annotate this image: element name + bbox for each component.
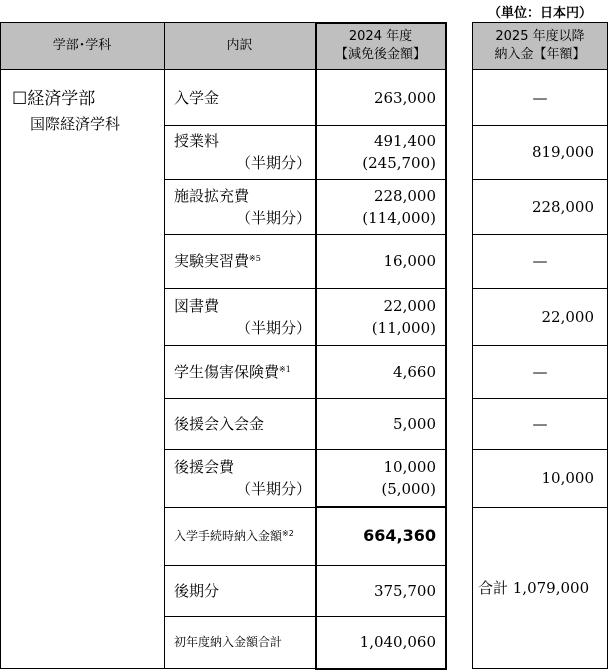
fee-2025-value: — bbox=[532, 252, 548, 270]
fee-2025-value: — bbox=[532, 414, 548, 433]
grid-line bbox=[315, 22, 447, 24]
fee-label: 授業料 bbox=[174, 132, 220, 150]
enroll-label: 入学手続時納入金額 bbox=[174, 529, 283, 543]
grid-line bbox=[472, 668, 608, 669]
fee-sub-label: （半期分） bbox=[236, 480, 312, 498]
later-value-cell bbox=[315, 565, 446, 616]
first-year-value: 1,040,060 bbox=[359, 633, 436, 651]
grid-line bbox=[472, 125, 608, 126]
first-year-label-cell bbox=[164, 616, 315, 668]
fee-2025-cell bbox=[472, 234, 608, 288]
header-faculty bbox=[0, 22, 164, 70]
grid-line bbox=[315, 22, 317, 669]
grid-line bbox=[472, 179, 608, 180]
fee-2024-cell bbox=[315, 288, 446, 345]
grid-line bbox=[472, 234, 608, 235]
fee-2025-cell bbox=[472, 70, 608, 125]
header-2024 bbox=[315, 22, 446, 70]
department-name: 国際経済学科 bbox=[30, 115, 121, 133]
fee-2024-cell bbox=[315, 70, 446, 125]
grid-line bbox=[472, 345, 608, 346]
faculty-name-text: 経済学部 bbox=[27, 89, 96, 109]
grid-line bbox=[472, 22, 473, 669]
fee-2025-cell bbox=[472, 449, 608, 507]
fee-label: 学生傷害保険費 bbox=[174, 362, 280, 381]
grid-line bbox=[164, 345, 446, 346]
fee-2024-half-value: (114,000) bbox=[362, 208, 436, 227]
grid-line bbox=[164, 125, 446, 126]
fee-label-cell bbox=[164, 449, 315, 507]
fee-2024-value: 16,000 bbox=[383, 252, 436, 270]
grid-line bbox=[472, 449, 608, 450]
fee-2024-value: 5,000 bbox=[393, 414, 436, 433]
fee-2025-value: 10,000 bbox=[541, 469, 594, 487]
fee-2025-cell bbox=[472, 398, 608, 449]
grid-line bbox=[472, 398, 608, 399]
fee-2025-value: — bbox=[532, 88, 548, 107]
first-year-value-cell bbox=[315, 616, 446, 668]
fee-2024-cell bbox=[315, 345, 446, 398]
fee-2024-value: 10,000 bbox=[383, 458, 436, 476]
header-2025 bbox=[472, 22, 608, 70]
grid-line bbox=[315, 668, 447, 670]
fee-label: 施設拡充費 bbox=[174, 186, 250, 205]
fee-label-cell bbox=[164, 234, 315, 288]
grid-line bbox=[164, 565, 446, 566]
fee-2025-value: 228,000 bbox=[531, 197, 594, 216]
fee-label: 実験実習費 bbox=[174, 252, 250, 270]
grid-line bbox=[445, 22, 447, 669]
fee-label: 図書費 bbox=[174, 296, 220, 315]
unit-note: （単位：日本円） bbox=[487, 6, 592, 21]
fee-label-cell bbox=[164, 345, 315, 398]
fee-label: 入学金 bbox=[174, 88, 220, 107]
header-2025-line1: 2025 年度以降 bbox=[495, 29, 585, 44]
fee-sub-label: （半期分） bbox=[236, 208, 312, 227]
header-2024-line1: 2024 年度 bbox=[348, 29, 413, 44]
grid-line bbox=[164, 288, 446, 289]
grid-line bbox=[472, 507, 608, 508]
grid-line bbox=[164, 22, 165, 669]
grid-line bbox=[164, 234, 446, 235]
grid-line bbox=[472, 22, 608, 23]
fee-2024-half-value: (5,000) bbox=[381, 480, 436, 498]
header-2024-line2: 【減免後金額】 bbox=[334, 47, 426, 62]
enroll-label-cell bbox=[164, 507, 315, 565]
grid-line bbox=[164, 449, 446, 450]
enroll-value-cell bbox=[315, 507, 446, 565]
grid-line bbox=[0, 69, 446, 70]
faculty-name bbox=[12, 88, 95, 110]
fee-2024-value: 4,660 bbox=[393, 362, 436, 381]
checkbox-icon: ☐ bbox=[12, 89, 28, 109]
grid-line bbox=[315, 506, 447, 508]
fee-2024-half-value: (11,000) bbox=[371, 318, 436, 337]
fee-2024-cell bbox=[315, 179, 446, 234]
fee-2025-value: 22,000 bbox=[541, 307, 594, 326]
total-2025-cell bbox=[472, 507, 608, 668]
fee-2024-value: 263,000 bbox=[373, 88, 436, 107]
fee-note: ※5 bbox=[249, 254, 261, 263]
header-faculty-label: 学部･学科 bbox=[52, 38, 112, 53]
enroll-note: ※2 bbox=[282, 529, 294, 538]
fee-2025-cell bbox=[472, 288, 608, 345]
fee-2024-cell bbox=[315, 398, 446, 449]
fee-label-cell bbox=[164, 70, 315, 125]
fee-label-cell bbox=[164, 288, 315, 345]
fee-label: 後援会入会金 bbox=[174, 414, 265, 433]
fee-2024-cell bbox=[315, 234, 446, 288]
grid-line bbox=[164, 398, 446, 399]
fee-label-cell bbox=[164, 125, 315, 179]
fee-2024-cell bbox=[315, 125, 446, 179]
enroll-value: 664,360 bbox=[363, 526, 436, 545]
header-breakdown bbox=[164, 22, 315, 70]
grid-line bbox=[164, 179, 446, 180]
fee-sub-label: （半期分） bbox=[236, 318, 312, 337]
later-label-cell bbox=[164, 565, 315, 616]
fee-2025-cell bbox=[472, 345, 608, 398]
first-year-label: 初年度納入金額合計 bbox=[174, 635, 283, 649]
fee-2025-cell bbox=[472, 125, 608, 179]
fee-label-cell bbox=[164, 398, 315, 449]
later-value: 375,700 bbox=[373, 581, 436, 600]
fee-2024-value: 22,000 bbox=[383, 296, 436, 315]
header-breakdown-label: 内訳 bbox=[226, 38, 253, 53]
grid-line bbox=[472, 69, 608, 70]
fee-2025-cell bbox=[472, 179, 608, 234]
fee-2025-value: — bbox=[532, 362, 548, 381]
grid-line bbox=[164, 616, 446, 617]
fee-sub-label: （半期分） bbox=[236, 154, 312, 172]
total-2025: 合計 1,079,000 bbox=[478, 579, 590, 597]
later-label: 後期分 bbox=[174, 581, 220, 600]
grid-line bbox=[472, 288, 608, 289]
fee-label-cell bbox=[164, 179, 315, 234]
grid-line bbox=[0, 22, 1, 669]
header-2025-line2: 納入金【年額】 bbox=[494, 47, 586, 62]
fee-label: 後援会費 bbox=[174, 458, 235, 476]
fee-2025-value: 819,000 bbox=[531, 143, 594, 161]
fee-note: ※1 bbox=[279, 364, 291, 374]
fee-2024-value: 491,400 bbox=[373, 132, 436, 150]
fee-2024-half-value: (245,700) bbox=[362, 154, 436, 172]
fee-2024-value: 228,000 bbox=[373, 186, 436, 205]
fee-2024-cell bbox=[315, 449, 446, 507]
